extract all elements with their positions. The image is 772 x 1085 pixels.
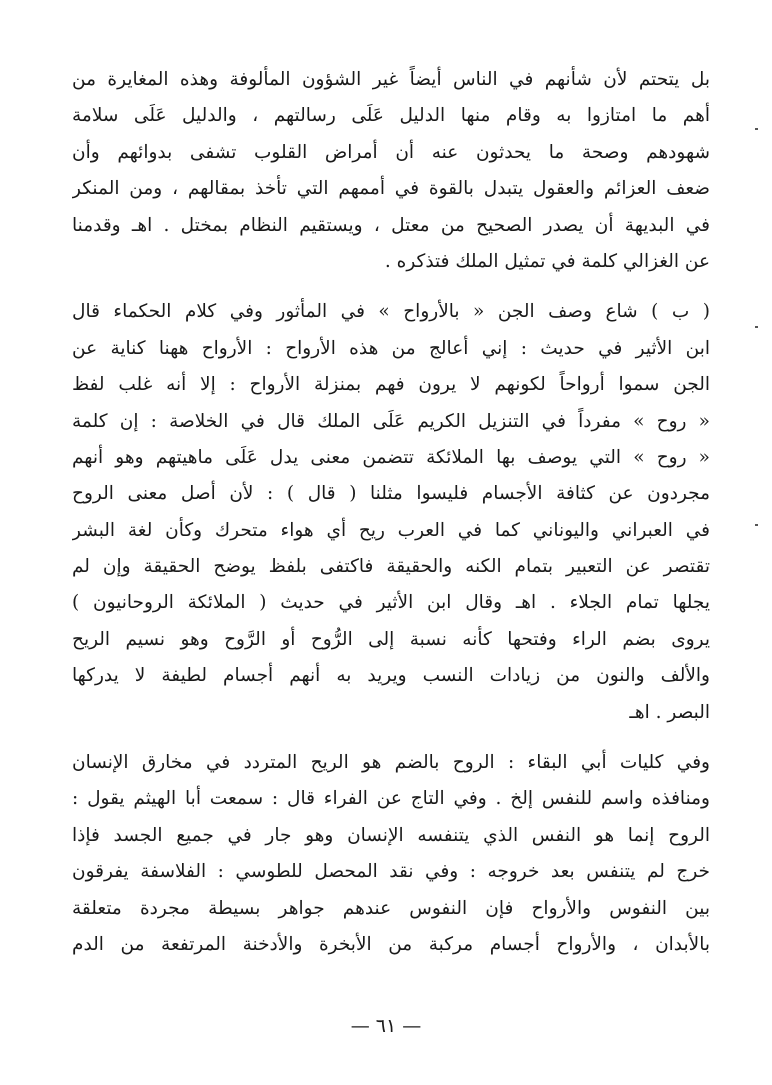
text-line: ومنافذه واسم للنفس إلخ . وفي التاج عن الفراء قال : سمعت أبا الهيثم يقول : (72, 788, 710, 810)
text-line: عن الغزالي كلمة في تمثيل الملك فتذكره . (384, 250, 710, 272)
text-line: في البديهة أن يصدر الصحيح من معتل ، ويستقيم النظام بمختل . اهـ وقدمنا (72, 214, 710, 236)
paragraph-2 (72, 294, 710, 731)
page-body (72, 62, 710, 963)
paragraph-gap (72, 280, 710, 294)
text-line: مجردون عن كثافة الأجسام فليسوا مثلنا ( قال ) : لأن أصل معنى الروح (72, 483, 710, 505)
text-line: والألف والنون من زيادات النسب ويريد به أنهم أجسام لطيفة لا يدركها (72, 665, 710, 687)
text-line: ضعف العزائم والعقول يتبدل بالقوة في أممهم التي تأخذ بمقالهم ، ومن المنكر (72, 178, 710, 200)
text-line: الجن سموا أرواحاً لكونهم لا يرون فهم بمنزلة الأرواح : إلا أنه غلب لفظ (72, 374, 710, 396)
text-line: تقتصر عن التعبير بتمام الكنه والحقيقة فاكتفى بلفظ يوضح الحقيقة وإن لم (72, 556, 710, 578)
text-line: خرج لم يتنفس بعد خروجه : وفي نقد المحصل للطوسي : الفلاسفة يفرقون (72, 861, 710, 883)
margin-mark (755, 524, 758, 526)
margin-mark (755, 128, 758, 130)
text-line: البصر . اهـ (629, 701, 710, 723)
text-line: « روح » مفرداً في التنزيل الكريم عَلَى الملك قال في الخلاصة : إن كلمة (72, 410, 710, 432)
text-line: أهم ما امتازوا به وقام منها الدليل عَلَى رسالتهم ، والدليل عَلَى سلامة (72, 105, 710, 127)
paragraph-1 (72, 62, 710, 280)
paragraph-3 (72, 745, 710, 963)
text-line: « روح » التي يوصف بها الملائكة تتضمن معنى يدل عَلَى ماهيتهم وهو أنهم (72, 446, 710, 468)
text-line: في العبراني واليوناني كما في العرب ريح أي هواء متحرك وكأن لغة البشر (72, 519, 710, 541)
text-line: بين النفوس والأرواح فإن النفوس عندهم جواهر بسيطة مجردة متعلقة (72, 897, 710, 919)
text-line: بالأبدان ، والأرواح أجسام مركبة من الأبخرة والأدخنة المرتفعة من الدم (72, 933, 710, 955)
text-line: بل يتحتم لأن شأنهم في الناس أيضاً غير الشؤون المألوفة وهذه المغايرة من (72, 69, 710, 90)
page-number: — ٦١ — (350, 1015, 422, 1037)
text-line: شهودهم وصحة ما يحدثون عنه أن أمراض القلوب تشفى بدوائهم وأن (72, 141, 710, 163)
text-line: يروى بضم الراء وفتحها كأنه نسبة إلى الرُّوح أو الرَّوح وهو نسيم الريح (72, 628, 710, 650)
text-line: يجلها تمام الجلاء . اهـ وقال ابن الأثير في حديث ( الملائكة الروحانيون ) (72, 592, 710, 614)
margin-mark (755, 326, 758, 328)
text-line: وفي كليات أبي البقاء : الروح بالضم هو الريح المتردد في مخارق الإنسان (72, 752, 710, 774)
text-line: ( ب ) شاع وصف الجن « بالأرواح » في المأثور وفي كلام الحكماء قال (72, 301, 710, 323)
text-line: ابن الأثير في حديث : إني أعالج من هذه الأرواح : الأرواح ههنا كناية عن (72, 337, 710, 359)
text-line: الروح إنما هو النفس الذي يتنفسه الإنسان وهو جار في جميع الجسد فإذا (72, 824, 710, 846)
paragraph-gap (72, 731, 710, 745)
